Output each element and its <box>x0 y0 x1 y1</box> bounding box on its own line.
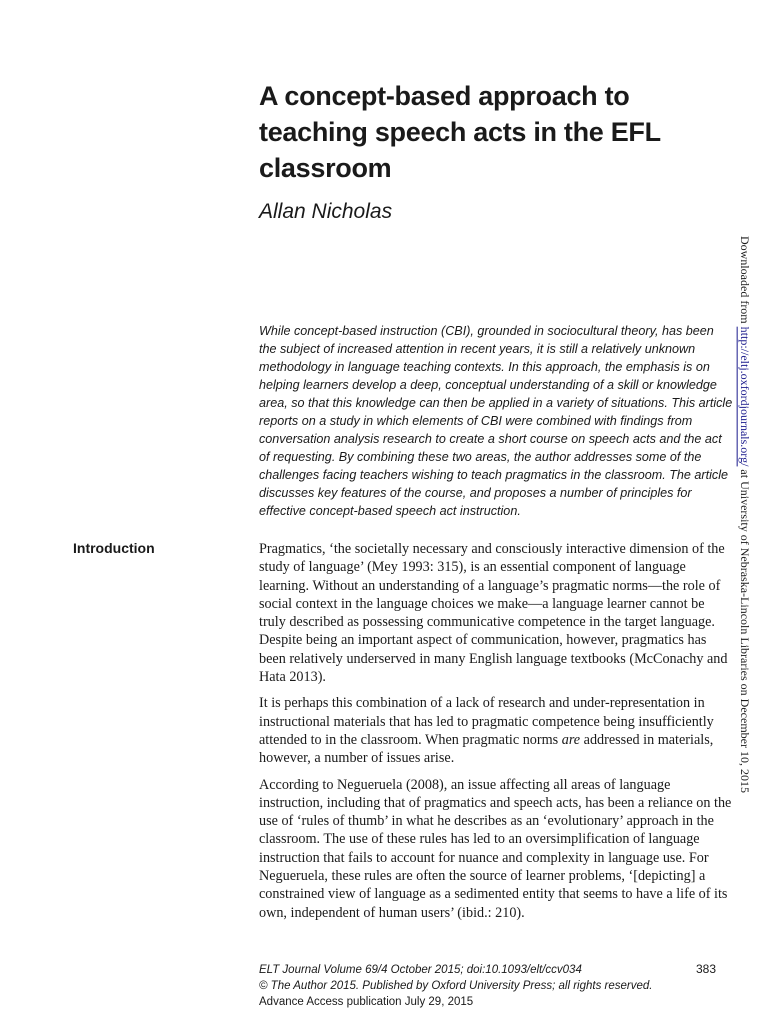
paragraph-3: According to Negueruela (2008), an issue affecting all areas of language instruction, including that of pragmatics and speech acts, has been a reliance on the use of ‘rules of thumb’ in what he describes as an ‘evolutionary’ approach in the classroom. The use of these rules has led to an oversimplification of language instruction that fails to account for nuance and complexity in language use. For Negueruela, these rules are often the source of learner problems, ‘[depicting] a constrained view of language as a sedimented entity that seems to have a life of its own, independent of human users’ (ibid.: 210). <box>259 776 732 921</box>
download-watermark <box>738 236 752 793</box>
paragraph-2 <box>259 694 733 767</box>
abstract: While concept-based instruction (CBI), grounded in sociocultural theory, has been the subject of increased attention in recent years, it is still a relatively unknown methodology in language teaching contexts. In this approach, the emphasis is on helping learners develop a deep, conceptual understanding of a skill or knowledge area, so that this knowledge can then be applied in a variety of situations. This article reports on a study in which elements of CBI were combined with findings from conversation analysis research to create a short course on speech acts and the act of requesting. By combining these two areas, the author addresses some of the challenges facing teachers wishing to teach pragmatics in the classroom. The article discusses key features of the course, and proposes a number of principles for effective concept-based speech act instruction. <box>259 324 733 518</box>
advance-access-line: Advance Access publication July 29, 2015 <box>259 996 474 1008</box>
download-suffix: at University of Nebraska-Lincoln Libraries on December 10, 2015 <box>738 466 752 793</box>
author-name: Allan Nicholas <box>259 200 393 223</box>
journal-citation: ELT Journal Volume 69/4 October 2015; doi:10.1093/elt/ccv034 <box>259 964 582 976</box>
download-prefix: Downloaded from <box>738 236 752 327</box>
copyright-notice: © The Author 2015. Published by Oxford University Press; all rights reserved. <box>259 980 653 992</box>
footer-citation <box>259 962 719 1010</box>
journal-link[interactable]: http://eltj.oxfordjournals.org/ <box>738 326 752 467</box>
paragraph-2-end: addressed in materials, however, a number of issues arise. <box>259 731 714 767</box>
section-heading-introduction: Introduction <box>73 540 155 556</box>
article-title: A concept-based approach to teaching speech acts in the EFL classroom <box>259 81 661 183</box>
introduction-body <box>259 540 733 930</box>
paragraph-2-start: It is perhaps this combination of a lack of research and under-representation in instructional materials that has led to pragmatic competence being insufficiently attended to in the classroom. When pragmatic norms <box>259 695 714 748</box>
paragraph-1: Pragmatics, ‘the societally necessary and consciously interactive dimension of the study of language’ (Mey 1993: 315), is an essential component of language learning. Without an understanding of a language’s pragmatic norms—the role of social context in the language choices we make—a language learner cannot be truly described as possessing communicative competence in the target language. Despite being an important aspect of communication, however, pragmatics has been relatively underserved in many English language textbooks (McConachy and Hata 2013). <box>259 541 728 686</box>
paragraph-2-emphasis: are <box>561 731 581 748</box>
page-number: 383 <box>696 962 717 976</box>
